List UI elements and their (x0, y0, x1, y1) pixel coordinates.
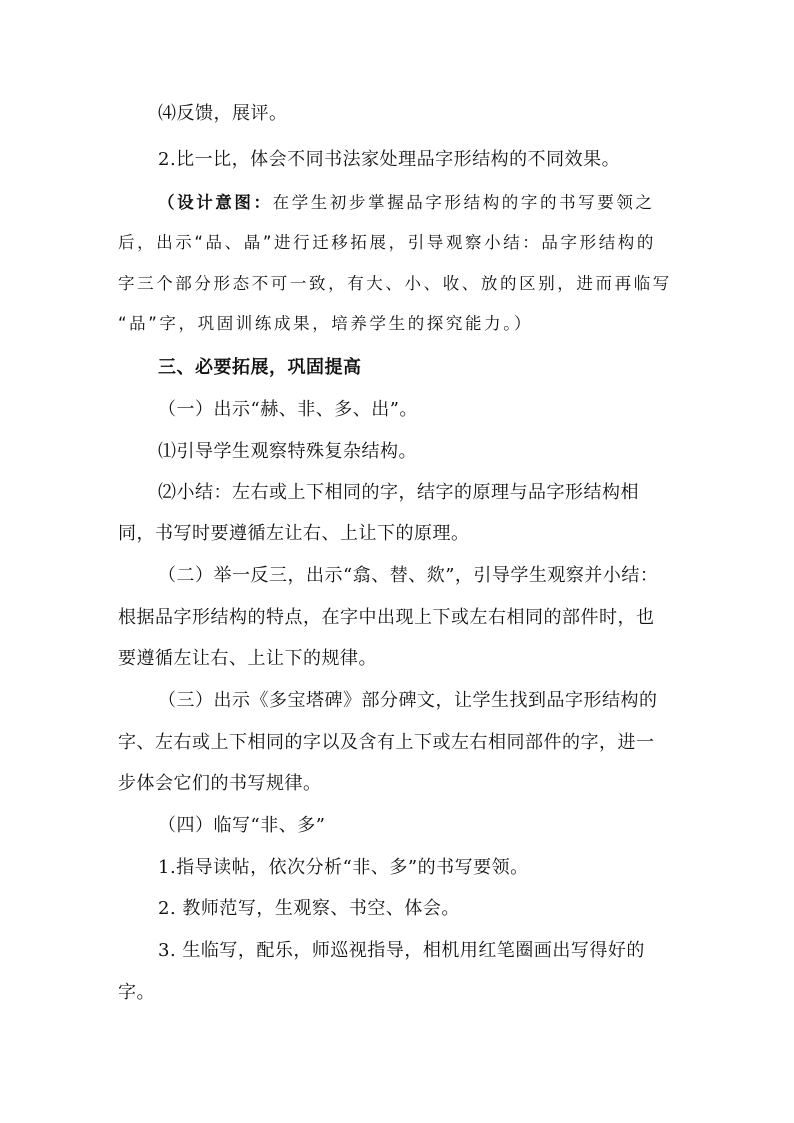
item-4-step-1: 1.指导读帖，依次分析“非、多”的书写要领。 (158, 857, 529, 878)
item-4-step-2: 2. 教师范写，生观察、书空、体会。 (158, 898, 460, 919)
paragraph-feedback: ⑷反馈，展评。 (158, 103, 288, 124)
section-heading: 三、必要拓展，巩固提高 (158, 357, 362, 378)
item-3-line-2: 字、左右或上下相同的字以及含有上下或左右相同部件的字，进一 (118, 732, 655, 753)
item-3-line-1: （三）出示《多宝塔碑》部分碑文，让学生找到品字形结构的 (158, 690, 658, 711)
design-intent-label: （设计意图： (158, 193, 273, 212)
item-1-point-2-line-1: ⑵小结：左右或上下相同的字，结字的原理与品字形结构相 (158, 482, 639, 503)
item-1-point-1: ⑴引导学生观察特殊复杂结构。 (158, 441, 417, 462)
item-2-line-1: （二）举一反三，出示“翕、替、欻”，引导学生观察并小结： (158, 565, 659, 586)
item-1-heading: （一）出示“赫、非、多、出”。 (158, 399, 418, 420)
paragraph-compare: 2.比一比，体会不同书法家处理品字形结构的不同效果。 (158, 149, 621, 170)
design-intent-line-2: 后，出示“品、晶”进行迁移拓展，引导观察小结：品字形结构的 (118, 233, 656, 252)
item-4-step-3-line-2: 字。 (118, 982, 155, 1003)
item-2-line-2: 根据品字形结构的特点，在字中出现上下或左右相同的部件时，也 (118, 607, 655, 628)
item-2-line-3: 要遵循左让右、上让下的规律。 (118, 648, 377, 669)
design-intent-text: 在学生初步掌握品字形结构的字的书写要领之 (272, 193, 655, 212)
item-3-line-3: 步体会它们的书写规律。 (118, 773, 322, 794)
design-intent-line-1 (158, 191, 655, 215)
item-4-step-3-line-1: 3. 生临写，配乐，师巡视指导，相机用红笔圈画出写得好的 (158, 940, 645, 961)
design-intent-line-4: “品”字，巩固训练成果，培养学生的探究能力。） (118, 314, 534, 333)
design-intent-line-3: 字三个部分形态不可一致，有大、小、收、放的区别，进而再临写 (118, 274, 672, 293)
item-1-point-2-line-2: 同，书写时要遵循左让右、上让下的原理。 (118, 523, 470, 544)
item-4-heading: （四）临写“非、多” (158, 815, 326, 836)
